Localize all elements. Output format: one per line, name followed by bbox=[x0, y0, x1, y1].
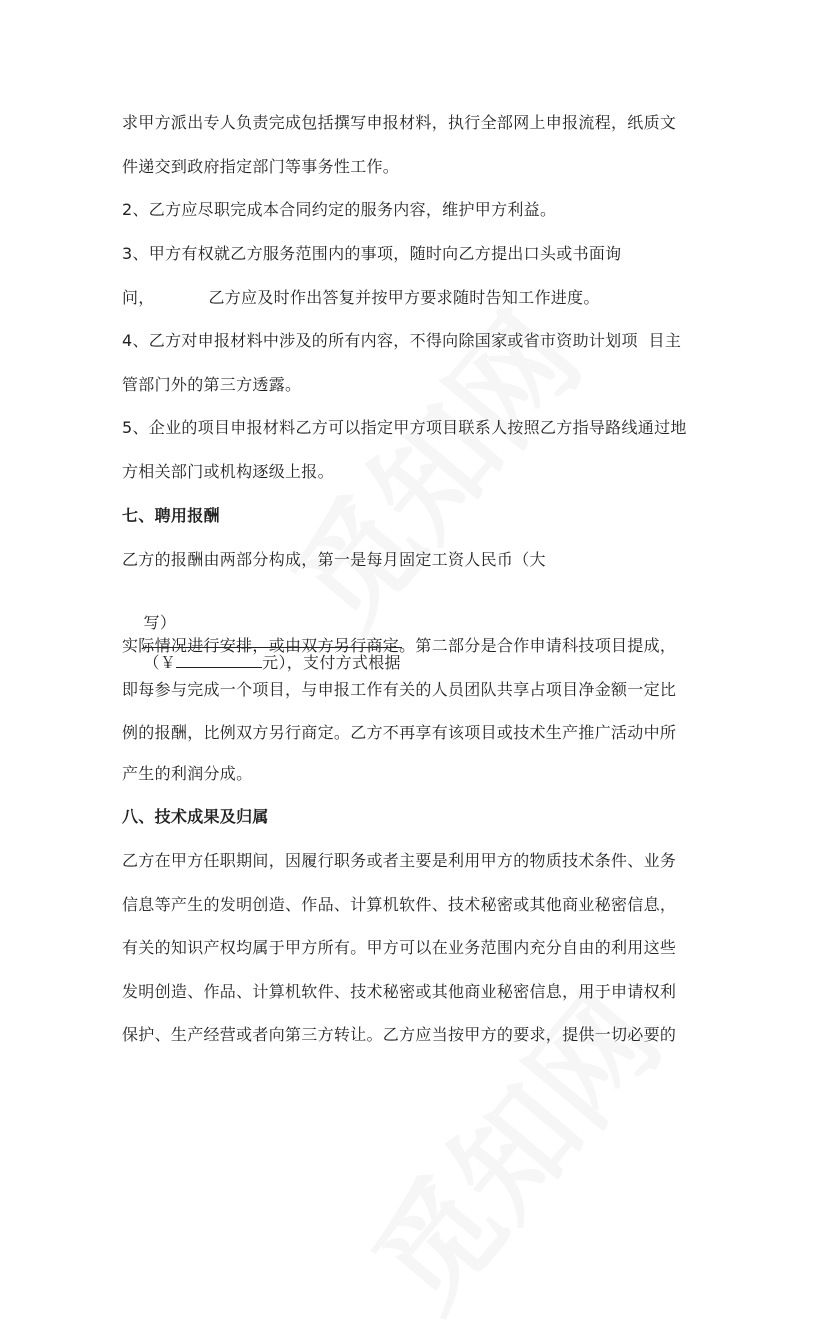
section-heading: 八、技术成果及归属 bbox=[122, 807, 269, 826]
paragraph-line: 2、乙方应尽职完成本合同约定的服务内容，维护甲方利益。 bbox=[122, 200, 557, 219]
paragraph-line: 方相关部门或机构逐级上报。 bbox=[122, 462, 334, 481]
paragraph-line: 乙方的报酬由两部分构成，第一是每月固定工资人民币（大 bbox=[122, 550, 546, 569]
paragraph-line: 信息等产生的发明创造、作品、计算机软件、技术秘密或其他商业秘密信息， bbox=[122, 895, 677, 914]
paragraph-line: 产生的利润分成。 bbox=[122, 764, 253, 783]
paragraph-line: 5、企业的项目申报材料乙方可以指定甲方项目联系人按照乙方指导路线通过地 bbox=[122, 418, 687, 437]
paragraph-line: 保护、生产经营或者向第三方转让。乙方应当按甲方的要求，提供一切必要的 bbox=[122, 1025, 677, 1044]
paragraph-line: 问， 乙方应及时作出答复并按甲方要求随时告知工作进度。 bbox=[122, 288, 600, 307]
salary-middle: （￥ bbox=[143, 653, 177, 672]
paragraph-line: 求甲方派出专人负责完成包括撰写申报材料，执行全部网上申报流程，纸质文 bbox=[122, 113, 677, 132]
salary-prefix: 写） bbox=[143, 613, 177, 632]
paragraph-line: 发明创造、作品、计算机软件、技术秘密或其他商业秘密信息，用于申请权利 bbox=[122, 982, 677, 1001]
paragraph-line: 即每参与完成一个项目，与申报工作有关的人员团队共享占项目净金额一定比 bbox=[122, 680, 677, 699]
paragraph-line: 件递交到政府指定部门等事务性工作。 bbox=[122, 157, 400, 176]
paragraph-line: 4、乙方对申报材料中涉及的所有内容，不得向除国家或省市资助计划项 目主 bbox=[122, 331, 682, 350]
paragraph-line: 乙方在甲方任职期间，因履行职务或者主要是利用甲方的物质技术条件、业务 bbox=[122, 851, 677, 870]
paragraph-line: 管部门外的第三方透露。 bbox=[122, 375, 302, 394]
paragraph-line: 实际情况进行安排，或由双方另行商定。第二部分是合作申请科技项目提成， bbox=[122, 636, 677, 655]
salary-suffix: 元），支付方式根据 bbox=[262, 653, 401, 672]
paragraph-line: 3、甲方有权就乙方服务范围内的事项，随时向乙方提出口头或书面询 bbox=[122, 244, 622, 263]
section-heading: 七、聘用报酬 bbox=[122, 506, 220, 525]
paragraph-line: 例的报酬，比例双方另行商定。乙方不再享有该项目或技术生产推广活动中所 bbox=[122, 723, 677, 742]
paragraph-line: 有关的知识产权均属于甲方所有。甲方可以在业务范围内充分自由的利用这些 bbox=[122, 938, 677, 957]
watermark bbox=[328, 953, 691, 1339]
